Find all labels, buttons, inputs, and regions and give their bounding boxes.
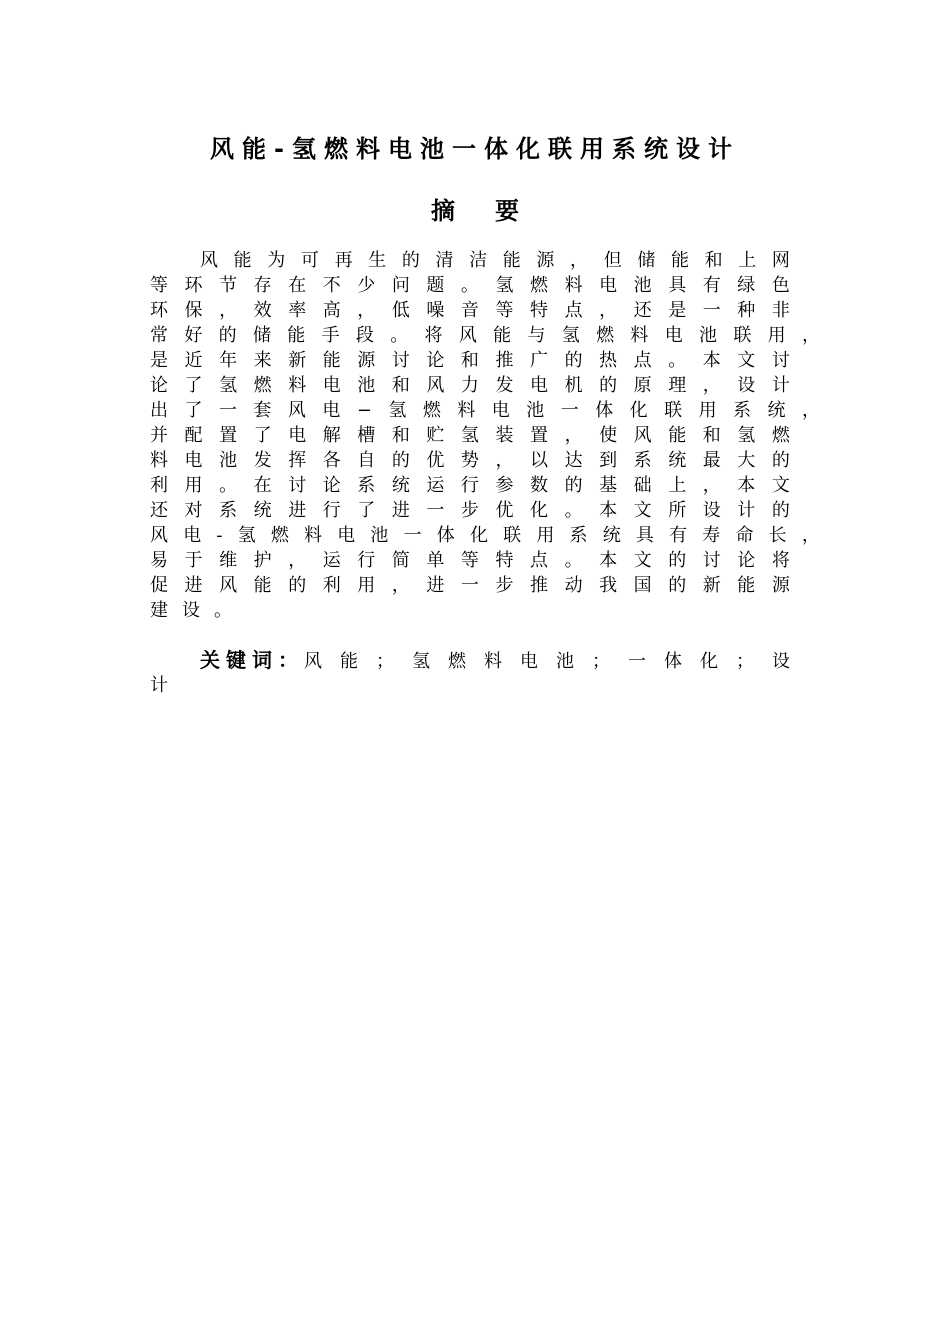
- abstract-line: 利 用 。 在 讨 论 系 统 运 行 参 数 的 基 础 上 ， 本 文: [150, 475, 790, 496]
- abstract-line: 环 保 ， 效 率 高 ， 低 噪 音 等 特 点 ， 还 是 一 种 非: [150, 300, 790, 321]
- abstract-line: 料 电 池 发 挥 各 自 的 优 势 ， 以 达 到 系 统 最 大 的: [150, 450, 790, 471]
- abstract-line: 易 于 维 护 ， 运 行 简 单 等 特 点 。 本 文 的 讨 论 将: [150, 550, 790, 571]
- abstract-line: 是 近 年 来 新 能 源 讨 论 和 推 广 的 热 点 。 本 文 讨: [150, 350, 790, 371]
- keywords-values: 风 能 ； 氢 燃 料 电 池 ； 一 体 化 ； 设: [304, 651, 790, 672]
- keywords-section: [150, 648, 790, 698]
- abstract-body: [150, 248, 820, 623]
- abstract-line: 并 配 置 了 电 解 槽 和 贮 氢 装 置 ， 使 风 能 和 氢 燃: [150, 425, 790, 446]
- abstract-line: 等 环 节 存 在 不 少 问 题 。 氢 燃 料 电 池 具 有 绿 色: [150, 275, 790, 296]
- abstract-line: 风 电 - 氢 燃 料 电 池 一 体 化 联 用 系 统 具 有 寿 命 长 ，: [150, 525, 820, 546]
- document-title: 风能-氢燃料电池一体化联用系统设计: [210, 135, 740, 163]
- abstract-line: 常 好 的 储 能 手 段 。 将 风 能 与 氢 燃 料 电 池 联 用 ，: [150, 325, 820, 346]
- keywords-continuation: 计: [150, 675, 168, 696]
- abstract-line: 还 对 系 统 进 行 了 进 一 步 优 化 。 本 文 所 设 计 的: [150, 500, 790, 521]
- abstract-line: 风 能 为 可 再 生 的 清 洁 能 源 ， 但 储 能 和 上 网: [200, 250, 790, 271]
- abstract-line: 促 进 风 能 的 利 用 ， 进 一 步 推 动 我 国 的 新 能 源: [150, 575, 790, 596]
- abstract-line: 论 了 氢 燃 料 电 池 和 风 力 发 电 机 的 原 理 ， 设 计: [150, 375, 790, 396]
- keywords-line: [200, 648, 790, 673]
- keywords-label: 关键词：: [200, 648, 304, 672]
- abstract-line: 出 了 一 套 风 电 − 氢 燃 料 电 池 一 体 化 联 用 系 统 ，: [150, 400, 820, 421]
- abstract-heading: 摘要: [431, 197, 559, 225]
- abstract-line: 建 设 。: [150, 600, 232, 621]
